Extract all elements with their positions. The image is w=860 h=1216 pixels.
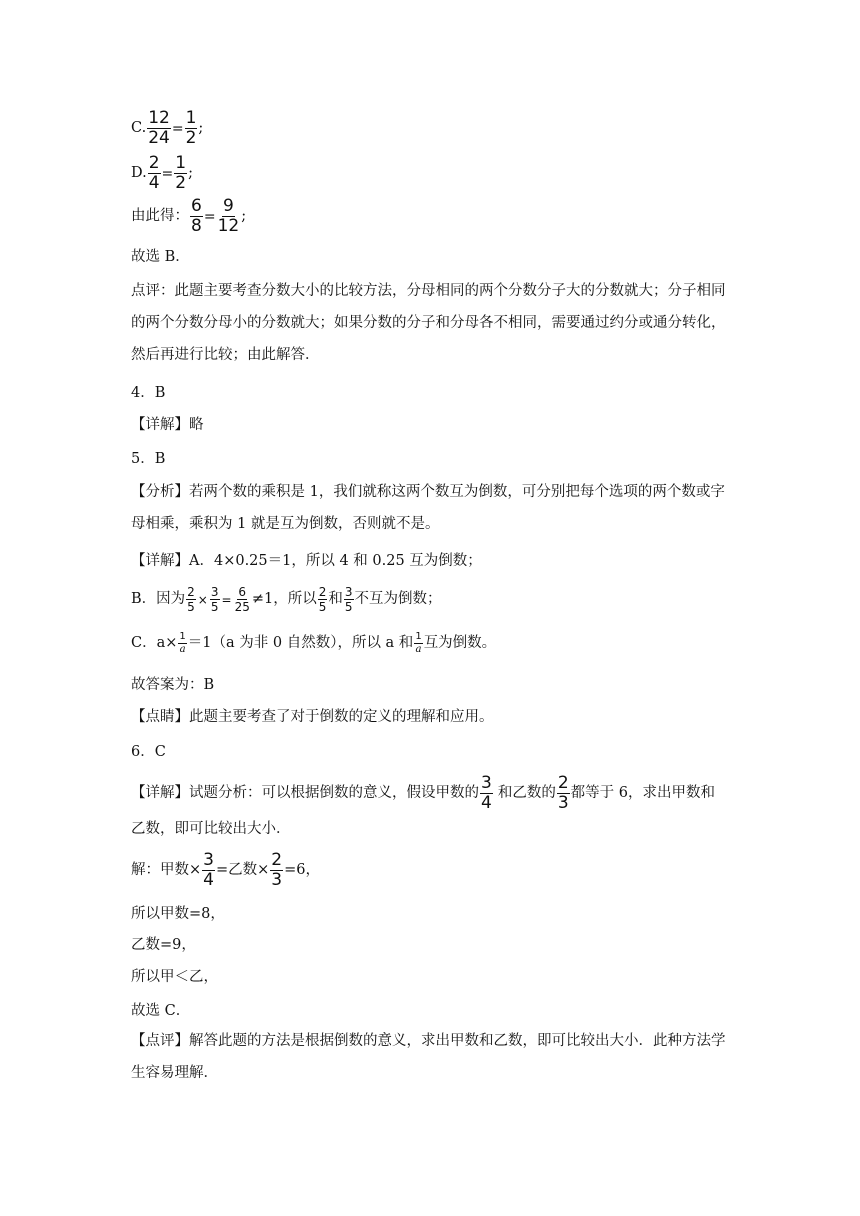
fraction: $\frac{1}{2}$	[185, 108, 197, 148]
option-c-line: C. $\frac{12}{24}$ = $\frac{1}{2}$ ;	[131, 108, 204, 148]
fraction: $\frac{3}{4}$	[203, 850, 214, 890]
times-sign: ×	[197, 592, 208, 607]
q5-detail-a: 【详解】A．4×0.25＝1，所以 4 和 0.25 互为倒数；	[131, 553, 482, 569]
fraction: $\frac{3}{4}$	[481, 773, 492, 813]
q6-detail-line2: 乙数，即可比较出大小．	[131, 821, 291, 837]
fraction: $\frac{1}{2}$	[175, 153, 187, 193]
q4-detail: 【详解】略	[131, 417, 204, 433]
option-label: D.	[131, 165, 147, 182]
q5-comment: 【点睛】此题主要考查了对于倒数的定义的理解和应用。	[131, 709, 494, 725]
q5-detail-b: B．因为 $\frac{2}{5}$ × $\frac{3}{5}$ = $\frac{6}{25}$ ≠1，所以 $\frac{2}{5}$ 和 $\frac{3}{5}$ 不互为倒数；	[131, 585, 442, 614]
fraction: $\frac{2}{3}$	[271, 850, 283, 890]
choose-b-line: 故选 B．	[131, 249, 190, 265]
fraction: $\frac{6}{25}$	[234, 585, 250, 614]
q6-comment: 【点评】解答此题的方法是根据倒数的意义，求出甲数和乙数，即可比较出大小．此种方法学生容易理解．	[131, 1033, 726, 1081]
fraction: $\frac{2}{5}$	[318, 585, 327, 614]
fraction: $\frac{2}{3}$	[557, 773, 569, 813]
derive-line: 由此得： $\frac{6}{8}$ = $\frac{9}{12}$ ;	[131, 196, 247, 236]
equals-sign: =	[171, 120, 184, 137]
q6-jia: 所以甲数=8，	[131, 906, 225, 922]
fraction: $\frac{12}{24}$	[148, 108, 170, 148]
option-label: C.	[131, 120, 147, 137]
q5-answer: 故答案为：B	[131, 677, 215, 693]
fraction: $\frac{3}{5}$	[344, 585, 353, 614]
q6-detail: 【详解】试题分析：可以根据倒数的意义，假设甲数的 $\frac{3}{4}$ 和乙数的 $\frac{2}{3}$ 都等于 6，求出甲数和	[131, 773, 715, 813]
fraction: $\frac{6}{8}$	[191, 196, 202, 236]
equals-sign: =	[203, 208, 216, 225]
q4-heading: 4．B	[131, 385, 166, 401]
q6-heading: 6．C	[131, 744, 166, 760]
q6-compare: 所以甲＜乙，	[131, 969, 218, 985]
q6-choose: 故选 C．	[131, 1003, 191, 1019]
equals-sign: =	[161, 165, 174, 182]
q6-yi: 乙数=9，	[131, 937, 196, 953]
fraction: $\frac{2}{5}$	[187, 585, 195, 614]
q6-solution: 解：甲数× $\frac{3}{4}$ =乙数× $\frac{2}{3}$ =6，	[131, 850, 320, 890]
fraction: $\frac{3}{5}$	[210, 585, 219, 614]
comment-paragraph: 点评：此题主要考查分数大小的比较方法，分母相同的两个分数分子大的分数就大；分子相同的两个分数分母小的分数就大；如果分数的分子和分母各不相同，需要通过约分或通分转化，然后再进行比较；由此解答．	[131, 283, 726, 363]
q5-detail-c: C．a× $\frac{1}{a}$ ＝1（a 为非 0 自然数），所以 a 和 $\frac{1}{a}$ 互为倒数。	[131, 631, 497, 655]
fraction: $\frac{9}{12}$	[217, 196, 240, 236]
equals-sign: =	[221, 592, 232, 607]
fraction: $\frac{2}{4}$	[148, 153, 160, 193]
fraction: $\frac{1}{a}$	[415, 631, 422, 655]
option-d-line: D. $\frac{2}{4}$ = $\frac{1}{2}$ ;	[131, 153, 193, 193]
fraction: $\frac{1}{a}$	[179, 631, 186, 655]
q5-analysis: 【分析】若两个数的乘积是 1，我们就称这两个数互为倒数，可分别把每个选项的两个数或字母相乘，乘积为 1 就是互为倒数，否则就不是。	[131, 484, 725, 532]
q5-heading: 5．B	[131, 451, 166, 467]
